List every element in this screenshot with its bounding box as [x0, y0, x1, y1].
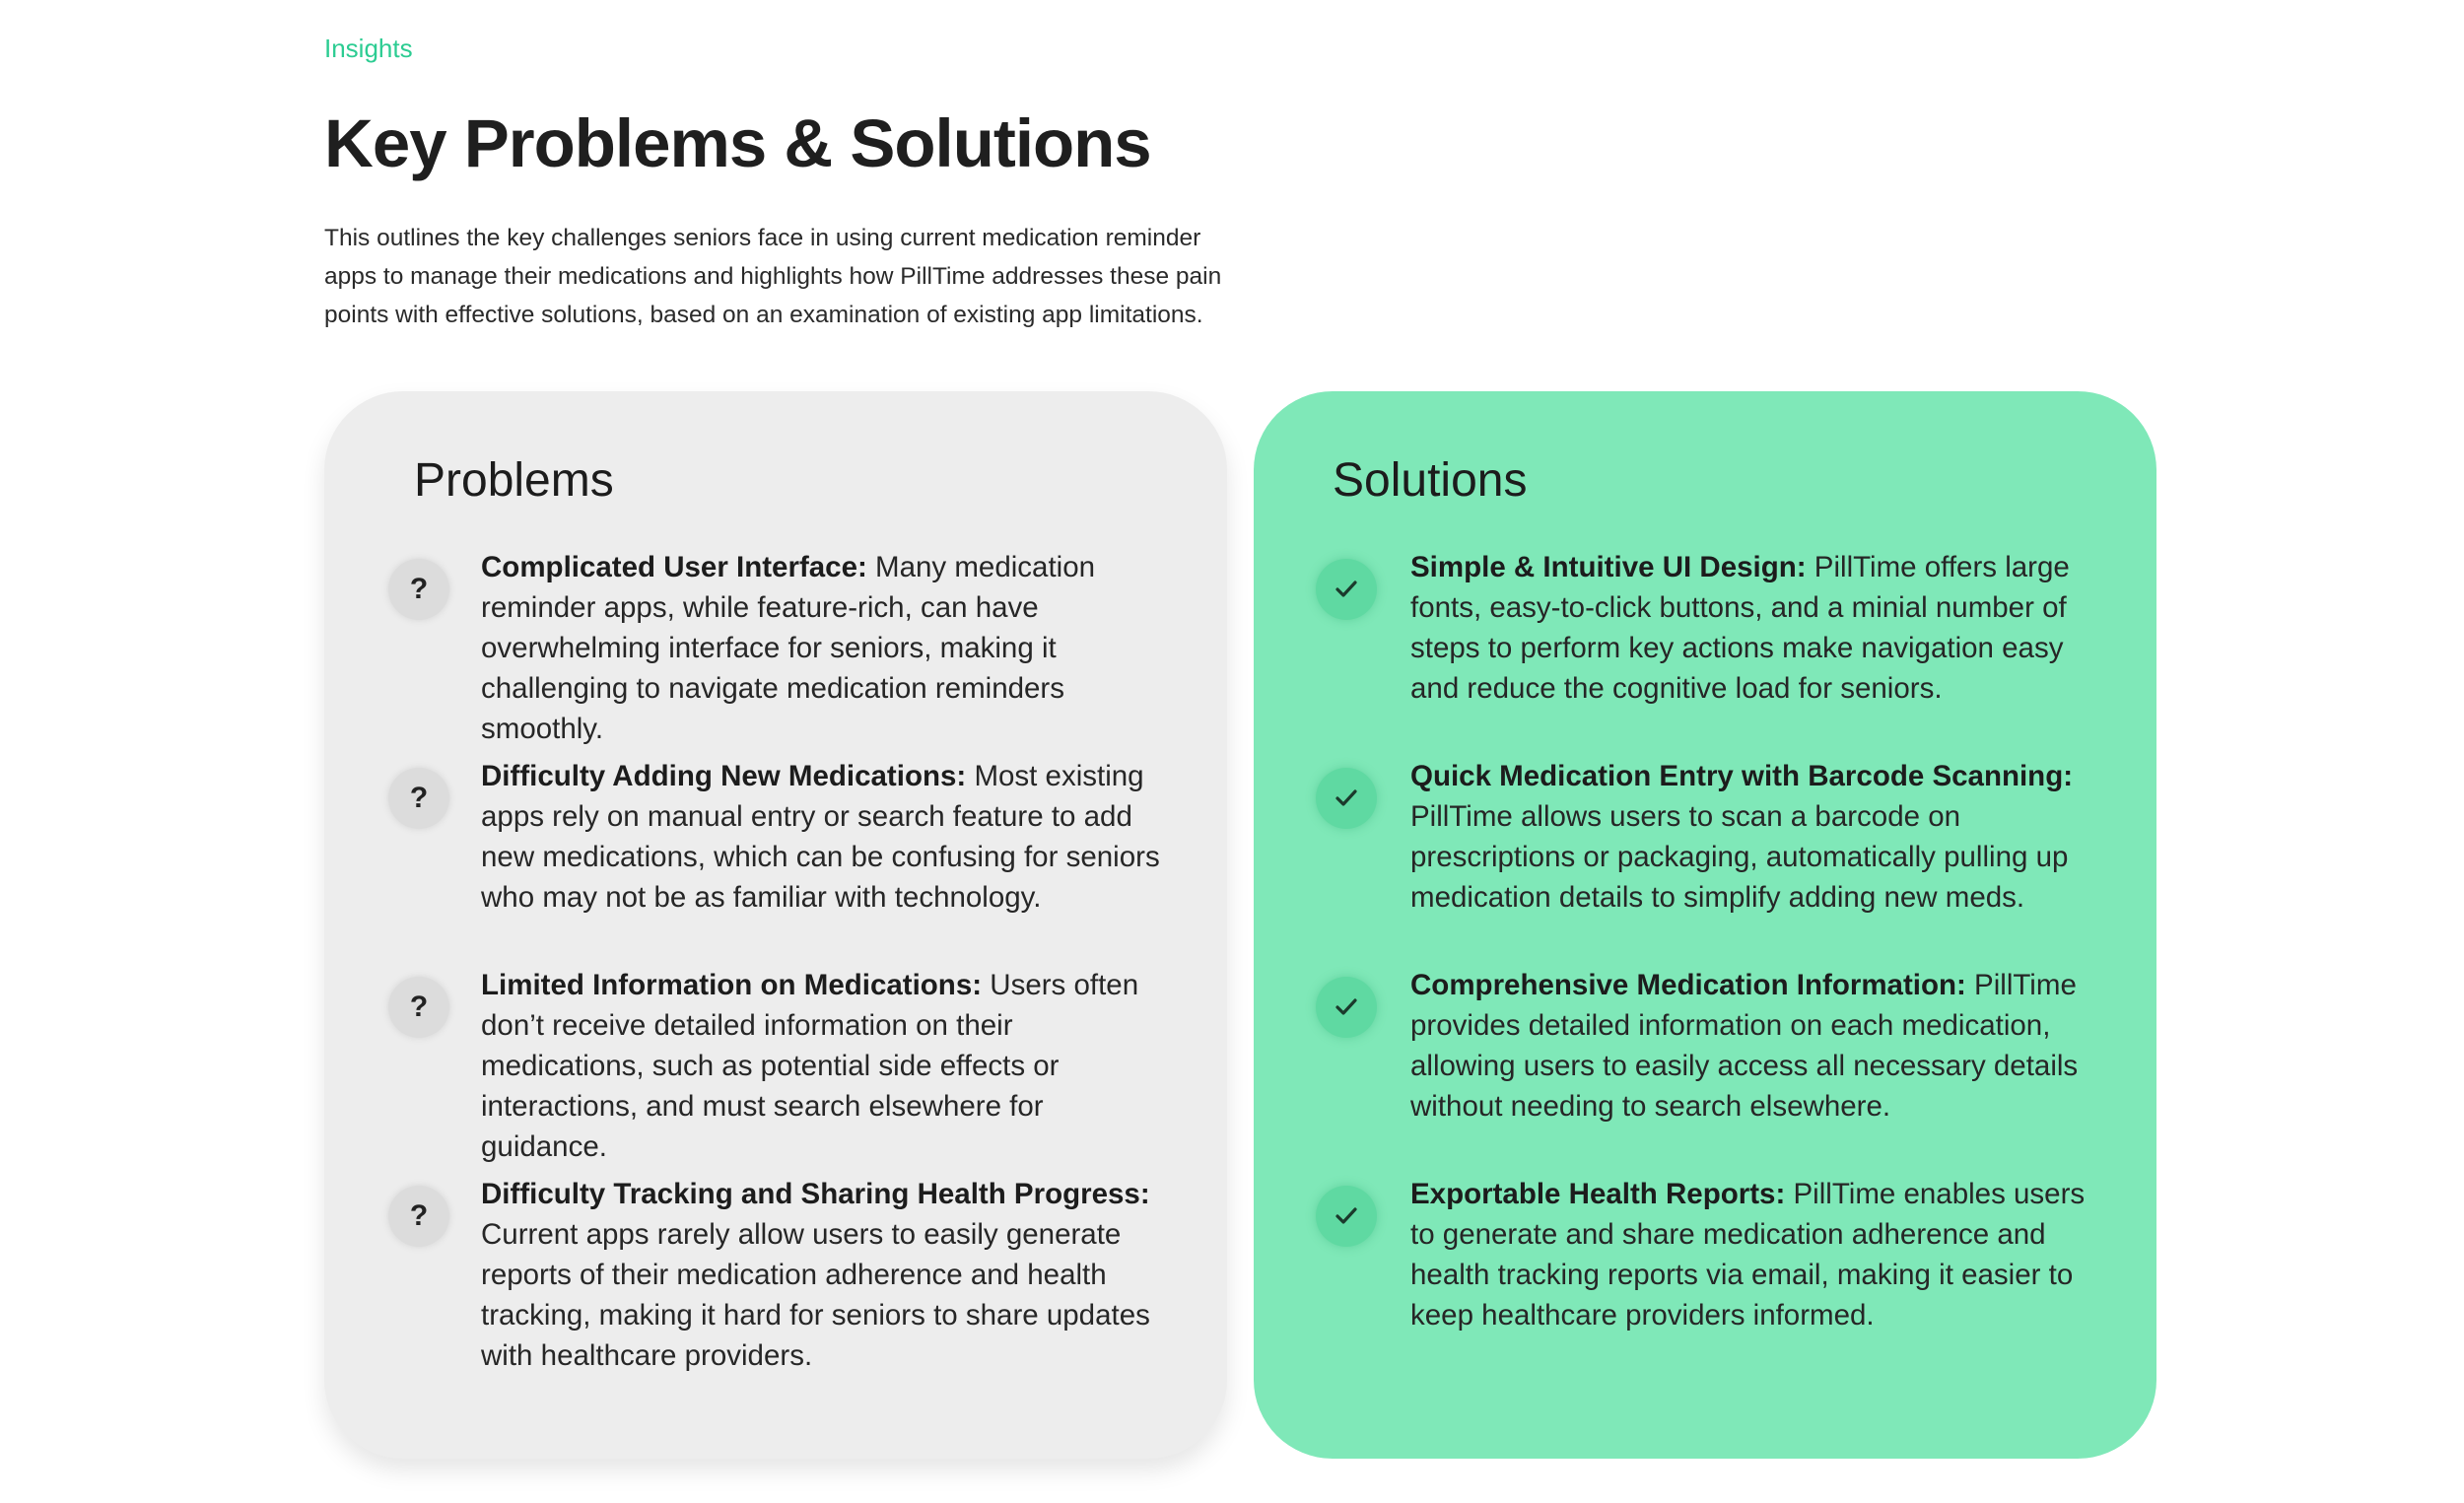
question-mark-icon: ?: [388, 559, 449, 620]
solution-text: [1410, 1174, 2104, 1335]
solution-text: [1410, 547, 2104, 709]
problem-body: Many medication reminder apps, while feature-rich, can have overwhelming interface for seniors, making it challenging to navigate medication reminders smoothly.: [481, 551, 1096, 745]
solution-body: PillTime enables users to generate and share medication adherence and health tracking reports via email, making it easier to keep healthcare providers informed.: [1410, 1178, 2086, 1332]
solution-text: [1410, 756, 2104, 918]
problems-card: [324, 391, 1227, 1459]
solution-body: PillTime allows users to scan a barcode on prescriptions or packaging, automatically pulling up medication details to simplify adding new meds.: [1410, 800, 2069, 914]
checkmark-icon: [1316, 977, 1377, 1038]
problem-text: [481, 547, 1176, 749]
problem-title: Difficulty Tracking and Sharing Health Progress:: [481, 1178, 1150, 1210]
intro-paragraph: This outlines the key challenges seniors face in using current medication reminder apps to manage their medications and highlights how PillTime addresses these pain points with effective solutions, based on an examination of existing app limitations.: [324, 225, 1222, 328]
section-eyebrow: Insights: [324, 34, 413, 63]
question-mark-icon: ?: [388, 1186, 449, 1247]
page-title: Key Problems & Solutions: [324, 105, 1151, 181]
solution-title: Exportable Health Reports:: [1410, 1178, 1786, 1210]
solution-title: Simple & Intuitive UI Design:: [1410, 551, 1807, 583]
problem-title: Limited Information on Medications:: [481, 969, 983, 1001]
checkmark-icon: [1316, 768, 1377, 829]
solution-body: PillTime provides detailed information on each medication, allowing users to easily access all necessary details without needing to search elsewhere.: [1410, 969, 2079, 1123]
solution-title: Comprehensive Medication Information:: [1410, 969, 1966, 1001]
problems-heading: Problems: [414, 454, 614, 507]
checkmark-icon: [1316, 559, 1377, 620]
problem-title: Complicated User Interface:: [481, 551, 867, 583]
solutions-card: [1254, 391, 2156, 1459]
problem-body: Most existing apps rely on manual entry or search feature to add new medications, which can be confusing for seniors who may not be as familiar with technology.: [481, 760, 1160, 914]
problem-text: [481, 756, 1176, 918]
problem-text: [481, 965, 1176, 1167]
solutions-heading: Solutions: [1333, 454, 1528, 507]
problem-body: Users often don’t receive detailed information on their medications, such as potential side effects or interactions, and must search elsewhere for guidance.: [481, 969, 1139, 1163]
problem-text: [481, 1174, 1176, 1376]
problem-body: Current apps rarely allow users to easily generate reports of their medication adherence and health tracking, making it hard for seniors to share updates with healthcare providers.: [481, 1218, 1150, 1372]
problem-title: Difficulty Adding New Medications:: [481, 760, 967, 792]
question-mark-icon: ?: [388, 977, 449, 1038]
solution-body: PillTime offers large fonts, easy-to-click buttons, and a minial number of steps to perform key actions make navigation easy and reduce the cognitive load for seniors.: [1410, 551, 2070, 705]
question-mark-icon: ?: [388, 768, 449, 829]
solution-title: Quick Medication Entry with Barcode Scanning:: [1410, 760, 2074, 792]
checkmark-icon: [1316, 1186, 1377, 1247]
solution-text: [1410, 965, 2104, 1127]
